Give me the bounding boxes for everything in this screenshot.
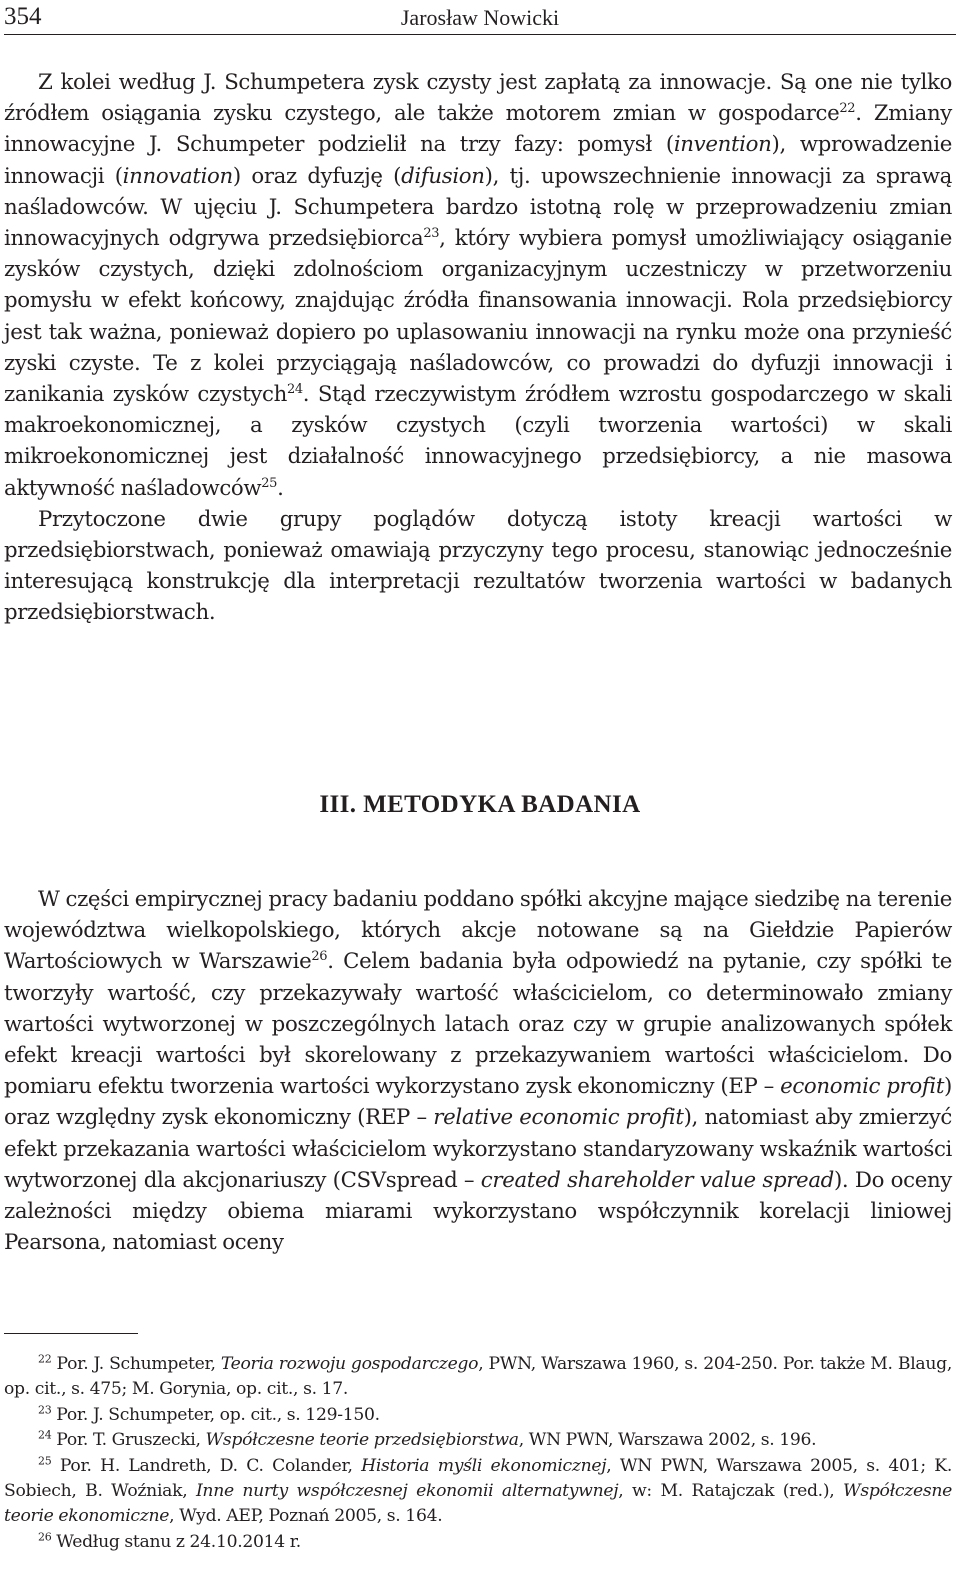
footnote-24: $^{24}$ Por. T. Gruszecki, Współczesne teorie przedsiębiorstwa, WN PWN, Warszawa 2002, s. 196. bbox=[38, 1428, 817, 1451]
running-header bbox=[4, 2, 956, 35]
footnote-26: $^{26}$ Według stanu z 24.10.2014 r. bbox=[38, 1530, 301, 1552]
paragraph-summary: Przytoczone dwie grupy poglądów dotyczą istoty kreacji wartości w przedsiębiorstwach, ponieważ omawiają przyczyny tego procesu, stanowiąc jednocześnie interesującą konstrukcję dla interpretacji rezultatów tworzenia wartości w badanych przedsiębiorstwach. bbox=[4, 506, 952, 626]
footnote-ref-26[interactable]: 26 bbox=[311, 949, 328, 965]
footnote-separator bbox=[4, 1333, 138, 1334]
footnote-25: $^{25}$ Por. H. Landreth, D. C. Colander, Historia myśli ekonomicznej, WN PWN, Warszawa 2005, s. 401; K. Sobiech, B. Woźniak, Inne nurty współczesnej ekonomii alternatywnej, w: M. Ratajczak (red.), Współczesne teorie ekonomiczne, Wyd. AEP, Poznań 2005, s. 164. bbox=[4, 1453, 952, 1527]
paragraph-methodology: W części empirycznej pracy badaniu poddano spółki akcyjne mające siedzibę na terenie województwa wielkopolskiego, których akcje notowane są na Giełdzie Papierów Wartościowych w Warszawie$^{26}$. Celem badania była odpowiedź na pytanie, czy spółki te tworzyły wartość, czy przekazywały wartość właścicielom, co determinowało zmiany wartości wytworzonej w poszczególnych latach oraz czy w grupie analizowanych spółek efekt kreacji wartości był skorelowany z przekazywaniem wartości właścicielom. Do pomiaru efektu tworzenia wartości wykorzystano zysk ekonomiczny (EP – economic profit) oraz względny zysk ekonomiczny (REP – relative economic profit), natomiast aby zmierzyć efekt przekazania wartości właścicielom wykorzystano standaryzowany wskaźnik wartości wytworzonej dla akcjonariuszy (CSVspread – created shareholder value spread). Do oceny zależności między obiema miarami wykorzystano współczynnik korelacji liniowej Pearsona, natomiast oceny bbox=[4, 887, 952, 1256]
running-head-author: Jarosław Nowicki bbox=[400, 5, 560, 30]
section-heading: III. METODYKA BADANIA bbox=[319, 791, 641, 818]
footnotes bbox=[4, 1352, 952, 1555]
footnote-ref-25[interactable]: 25 bbox=[261, 475, 278, 491]
footnote-ref-24[interactable]: 24 bbox=[286, 381, 303, 397]
body-text-top bbox=[4, 67, 952, 629]
body-text-methodology bbox=[4, 884, 952, 1258]
page-number: 354 bbox=[4, 3, 42, 30]
paragraph-schumpeter: Z kolei według J. Schumpetera zysk czysty jest zapłatą za innowacje. Są one nie tylko źródłem osiągania zysku czystego, ale także motorem zmian w gospodarce$^{22}$. Zmiany innowacyjne J. Schumpeter podzielił na trzy fazy: pomysł (invention), wprowadzenie innowacji (innovation) oraz dyfuzję (difusion), tj. upowszechnienie innowacji za sprawą naśladowców. W ujęciu J. Schumpetera bardzo istotną rolę w przeprowadzeniu zmian innowacyjnych odgrywa przedsiębiorca$^{23}$, który wybiera pomysł umożliwiający osiąganie zysków czystych, dzięki zdolnościom organizacyjnym uczestniczy w przetworzeniu pomysłu w efekt końcowy, znajdując źródła finansowania innowacji. Rola przedsiębiorcy jest tak ważna, ponieważ dopiero po uplasowaniu innowacji na rynku może ona przynieść zyski czyste. Te z kolei przyciągają naśladowców, co prowadzi do dyfuzji innowacji i zanikania zysków czystych$^{24}$. Stąd rzeczywistym źródłem wzrostu gospodarczego w skali makroekonomicznej, a zysków czystych (czyli tworzenia wartości) w skali mikroekonomicznej jest działalność innowacyjnego przedsiębiorcy, a nie masowa aktywność naśladowców$^{25}$. bbox=[4, 70, 953, 501]
footnote-22: $^{22}$ Por. J. Schumpeter, Teoria rozwoju gospodarczego, PWN, Warszawa 1960, s. 204-250. Por. także M. Blaug, op. cit., s. 475; M. Gorynia, op. cit., s. 17. bbox=[4, 1352, 952, 1400]
footnote-ref-22[interactable]: 22 bbox=[839, 101, 856, 117]
footnote-23: $^{23}$ Por. J. Schumpeter, op. cit., s. 129-150. bbox=[38, 1403, 380, 1425]
footnote-ref-23[interactable]: 23 bbox=[423, 225, 440, 241]
